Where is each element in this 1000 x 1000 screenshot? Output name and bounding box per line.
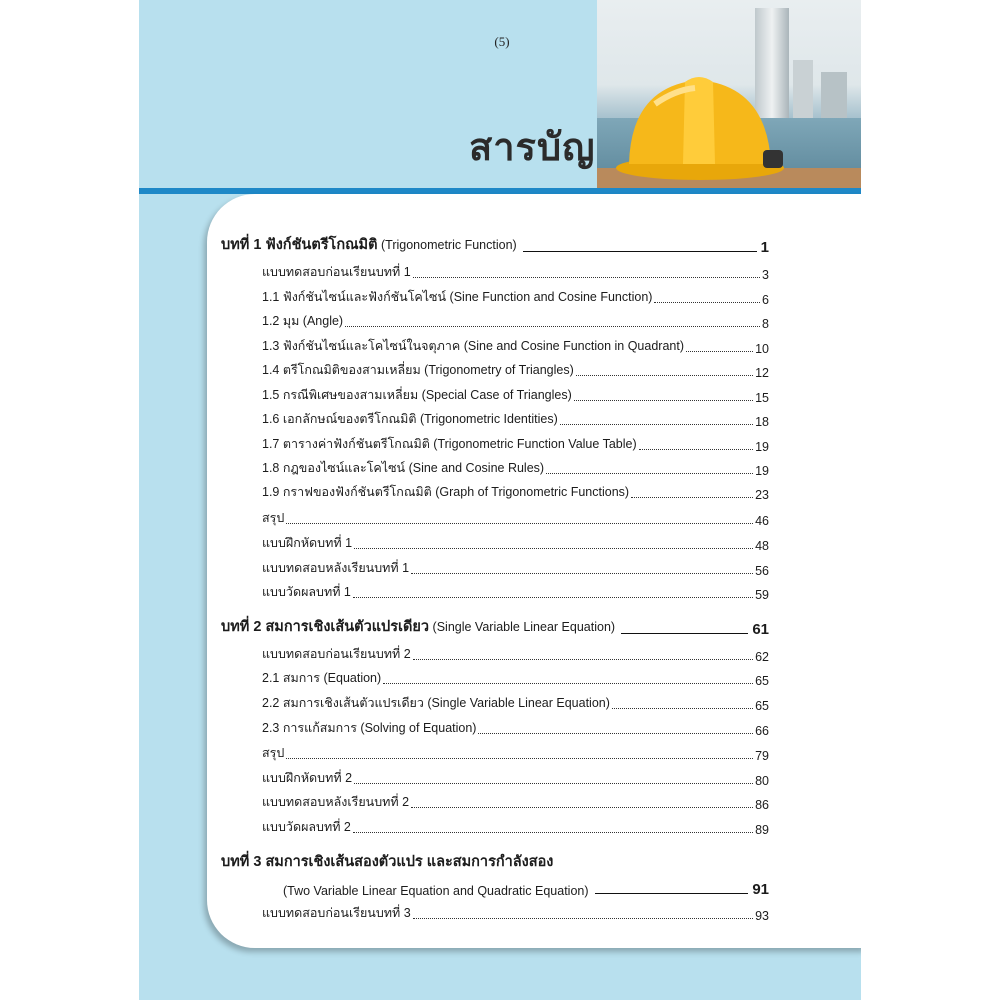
chapter-title: บทที่ 1 ฟังก์ชันตรีโกณมิติ: [221, 237, 378, 253]
toc-entry[interactable]: [221, 531, 769, 553]
chapter-title: บทที่ 2 สมการเชิงเส้นตัวแปรเดียว: [221, 619, 430, 635]
entry-title: แบบทดสอบหลังเรียนบทที่ 1: [262, 561, 410, 575]
page-ref: 48: [755, 539, 769, 553]
toc-entry[interactable]: [221, 480, 769, 502]
page-ref: 19: [755, 464, 769, 478]
page-ref: 62: [755, 650, 769, 664]
entry-title: 2.3 การแก้สมการ (Solving of Equation): [262, 721, 477, 735]
entry-title: สรุป: [262, 511, 285, 525]
toc-entry[interactable]: [221, 383, 769, 405]
page-ref: 89: [755, 823, 769, 837]
dot-leader: [286, 522, 753, 524]
page-ref: 8: [762, 317, 769, 331]
entry-title: 1.6 เอกลักษณ์ของตรีโกณมิติ (Trigonometric Identities): [262, 412, 558, 426]
toc-chapter-row[interactable]: [221, 616, 769, 638]
page-ref: 86: [755, 798, 769, 812]
page-ref: 10: [755, 342, 769, 356]
page-ref: 79: [755, 749, 769, 763]
page-ref: 12: [755, 366, 769, 380]
dot-leader: [383, 682, 753, 684]
leader-line: [595, 892, 749, 894]
page-ref: 1: [760, 239, 769, 256]
toc-chapter-row[interactable]: [221, 234, 769, 256]
dot-leader: [574, 399, 753, 401]
dot-leader: [413, 917, 753, 919]
toc-entry[interactable]: [221, 309, 769, 331]
dot-leader: [478, 732, 753, 734]
toc-entry[interactable]: [221, 260, 769, 282]
page-ref: 23: [755, 488, 769, 502]
toc-chapter-row[interactable]: [221, 851, 769, 873]
page-ref: 91: [752, 881, 769, 898]
dot-leader: [576, 374, 753, 376]
entry-title: สรุป: [262, 746, 285, 760]
page-ref: 19: [755, 440, 769, 454]
dot-leader: [686, 350, 753, 352]
entry-title: 1.4 ตรีโกณมิติของสามเหลี่ยม (Trigonometry of Triangles): [262, 363, 574, 377]
toc-entry[interactable]: [221, 642, 769, 664]
dot-leader: [354, 782, 753, 784]
toc-entry[interactable]: [221, 815, 769, 837]
page-ref: 3: [762, 268, 769, 282]
entry-title: แบบทดสอบก่อนเรียนบทที่ 3: [262, 906, 411, 920]
dot-leader: [353, 596, 753, 598]
dot-leader: [631, 496, 753, 498]
chapter-subtitle: (Single Variable Linear Equation): [429, 620, 616, 634]
entry-title: แบบวัดผลบทที่ 2: [262, 820, 351, 834]
toc-entry[interactable]: [221, 506, 769, 528]
dot-leader: [560, 423, 753, 425]
chapter-subtitle: (Two Variable Linear Equation and Quadratic Equation): [283, 884, 589, 898]
dot-leader: [411, 572, 753, 574]
page-ref: 59: [755, 588, 769, 602]
page-ref: 46: [755, 514, 769, 528]
toc-entry[interactable]: [221, 407, 769, 429]
entry-title: 1.9 กราฟของฟังก์ชันตรีโกณมิติ (Graph of Trigonometric Functions): [262, 485, 630, 499]
page-ref: 80: [755, 774, 769, 788]
chapter-title: บทที่ 3 สมการเชิงเส้นสองตัวแปร และสมการกำลังสอง: [221, 854, 554, 870]
toc-entry[interactable]: [221, 691, 769, 713]
dot-leader: [411, 806, 753, 808]
toc-entry[interactable]: [221, 432, 769, 454]
entry-title: 2.2 สมการเชิงเส้นตัวแปรเดียว (Single Variable Linear Equation): [262, 696, 610, 710]
toc-chapter-subtitle-row[interactable]: [221, 876, 769, 898]
entry-title: 1.7 ตารางค่าฟังก์ชันตรีโกณมิติ (Trigonometric Function Value Table): [262, 437, 637, 451]
entry-title: 1.2 มุม (Angle): [262, 314, 344, 328]
entry-title: แบบทดสอบหลังเรียนบทที่ 2: [262, 795, 410, 809]
hard-hat-icon: [615, 64, 785, 182]
dot-leader: [413, 658, 753, 660]
cover-photo: [597, 0, 861, 188]
dot-leader: [639, 448, 753, 450]
leader-line: [621, 632, 748, 634]
page-ref: 93: [755, 909, 769, 923]
toc-entry[interactable]: [221, 456, 769, 478]
toc-entry[interactable]: [221, 790, 769, 812]
toc-entry[interactable]: [221, 285, 769, 307]
page-ref: 18: [755, 415, 769, 429]
entry-title: แบบฝึกหัดบทที่ 2: [262, 771, 353, 785]
entry-title: 1.5 กรณีพิเศษของสามเหลี่ยม (Special Case of Triangles): [262, 388, 572, 402]
dot-leader: [546, 472, 753, 474]
dot-leader: [345, 325, 760, 327]
dot-leader: [353, 831, 753, 833]
toc-entry[interactable]: [221, 334, 769, 356]
toc-entry[interactable]: [221, 358, 769, 380]
dot-leader: [286, 757, 753, 759]
dot-leader: [612, 707, 753, 709]
entry-title: แบบฝึกหัดบทที่ 1: [262, 536, 353, 550]
toc-entry[interactable]: [221, 901, 769, 923]
dot-leader: [654, 301, 760, 303]
toc-entry[interactable]: [221, 580, 769, 602]
entry-title: แบบทดสอบก่อนเรียนบทที่ 1: [262, 265, 411, 279]
page-ref: 66: [755, 724, 769, 738]
page-ref: 61: [752, 621, 769, 638]
entry-title: 1.1 ฟังก์ชันไซน์และฟังก์ชันโคไซน์ (Sine Function and Cosine Function): [262, 290, 653, 304]
toc-entry[interactable]: [221, 741, 769, 763]
entry-title: 2.1 สมการ (Equation): [262, 671, 382, 685]
page-ref: 15: [755, 391, 769, 405]
toc-entry[interactable]: [221, 666, 769, 688]
entry-title: 1.3 ฟังก์ชันไซน์และโคไซน์ในจตุภาค (Sine and Cosine Function in Quadrant): [262, 339, 684, 353]
entry-title: 1.8 กฎของไซน์และโคไซน์ (Sine and Cosine Rules): [262, 461, 545, 475]
page-title: สารบัญ: [469, 127, 596, 169]
entry-title: แบบทดสอบก่อนเรียนบทที่ 2: [262, 647, 411, 661]
building-shape: [821, 72, 847, 118]
page-ref: 6: [762, 293, 769, 307]
toc-entry[interactable]: [221, 716, 769, 738]
page-ref: 65: [755, 674, 769, 688]
dot-leader: [354, 547, 753, 549]
entry-title: แบบวัดผลบทที่ 1: [262, 585, 351, 599]
chapter-subtitle: (Trigonometric Function): [377, 238, 517, 252]
page-ref: 56: [755, 564, 769, 578]
toc-entry[interactable]: [221, 556, 769, 578]
toc-entry[interactable]: [221, 766, 769, 788]
dot-leader: [413, 276, 760, 278]
building-shape: [793, 60, 813, 118]
page-ref: 65: [755, 699, 769, 713]
page-number: (5): [494, 34, 510, 49]
leader-line: [523, 250, 757, 252]
